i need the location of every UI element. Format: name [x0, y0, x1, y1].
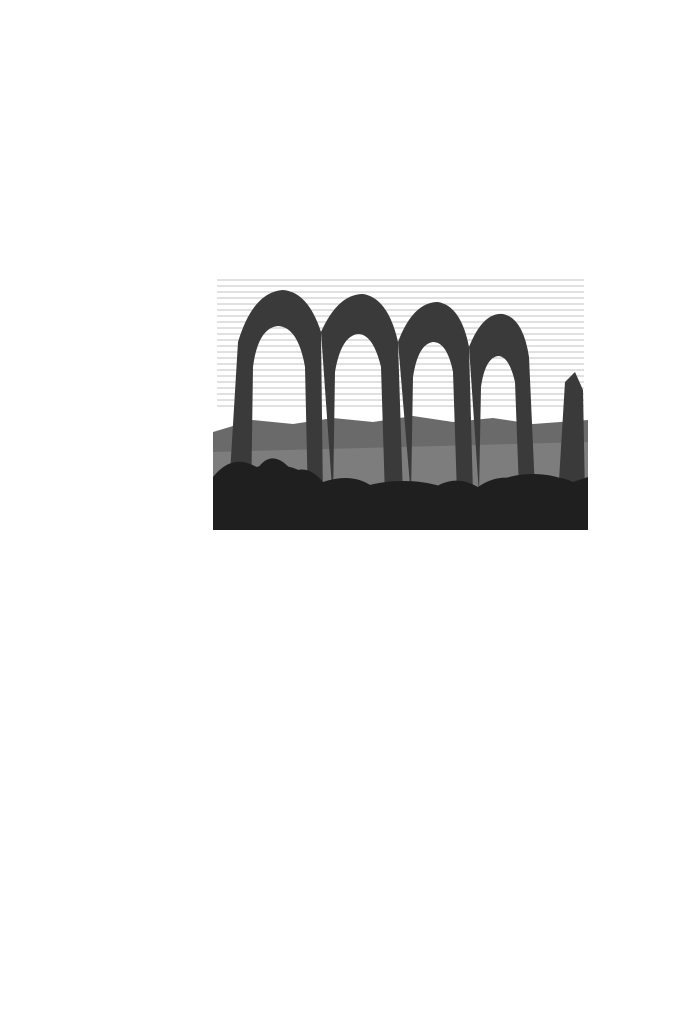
- google-watermark: [492, 984, 652, 1024]
- aqueduct-engraving: [213, 272, 588, 530]
- page-header: [150, 70, 653, 92]
